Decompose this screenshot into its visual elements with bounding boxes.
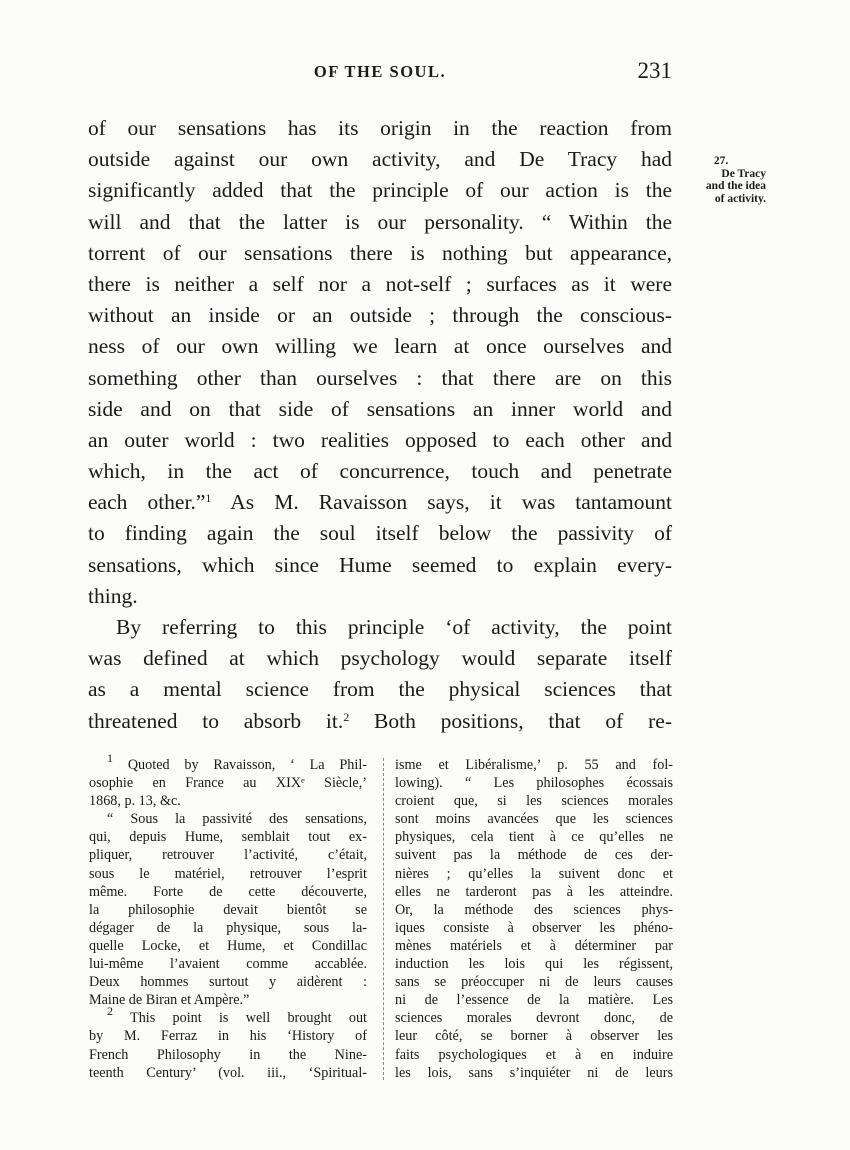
body-line <box>88 550 672 581</box>
body-line <box>88 706 672 737</box>
text-run: thing. <box>88 583 138 608</box>
footnote-line <box>89 973 367 991</box>
text-run: significantly added that the principle of our action is the <box>88 178 672 203</box>
body-line <box>88 425 672 456</box>
text-run: torrent of our sensations there is nothing but appearance, <box>88 240 672 265</box>
footnote-line <box>89 1046 367 1064</box>
text-run: lui-même l’avaient comme accablée. <box>89 956 367 973</box>
body-line <box>88 207 672 238</box>
body-line <box>88 331 672 362</box>
text-run: sensations, which since Hume seemed to explain every- <box>88 552 672 577</box>
text-run: will and that the latter is our personality. “ Within the <box>88 209 672 234</box>
footnote-line <box>395 792 673 810</box>
margin-note <box>676 155 766 205</box>
footnote-line <box>89 846 367 864</box>
text-run: la philosophie devait bientôt se <box>89 901 367 918</box>
text-run: teenth Century’ (vol. iii., ‘Spiritual- <box>89 1064 367 1081</box>
footnotes-left-column <box>89 751 367 1082</box>
footnote-reference: 2 <box>343 709 350 724</box>
text-run: pliquer, retrouver l’activité, c’était, <box>89 847 367 864</box>
footnote-line <box>89 1027 367 1045</box>
text-run: each other.” <box>88 490 206 515</box>
text-run: sous le matériel, retrouver l’esprit <box>89 865 367 882</box>
footnote-line <box>395 901 673 919</box>
body-line <box>88 518 672 549</box>
text-run: French Philosophy in the Nine- <box>89 1046 367 1063</box>
body-line <box>88 144 672 175</box>
text-run: Both positions, that of re- <box>349 708 672 733</box>
text-run: sciences morales devront donc, de <box>395 1010 673 1027</box>
body-line <box>88 674 672 705</box>
footnote-line <box>89 1064 367 1082</box>
footnote-line <box>395 991 673 1009</box>
text-run: dégager de la physique, sous la- <box>89 919 367 936</box>
body-text <box>88 113 672 737</box>
text-run: This point is well brought out <box>113 1010 367 1027</box>
body-line <box>88 238 672 269</box>
body-line <box>88 612 672 643</box>
footnote-line <box>395 1027 673 1045</box>
footnote-line <box>395 810 673 828</box>
body-line <box>88 581 672 612</box>
footnote-line <box>395 846 673 864</box>
text-run: leur côté, se borner à observer les <box>395 1028 673 1045</box>
text-run: même. Forte de cette découverte, <box>89 883 367 900</box>
body-line <box>88 643 672 674</box>
text-run: osophie en France au XIXᵉ Siècle,’ <box>89 775 367 792</box>
text-run: “ Sous la passivité des sensations, <box>107 811 367 828</box>
text-run: Maine de Biran et Ampère.” <box>89 992 250 1009</box>
text-run: Or, la méthode des sciences phys- <box>395 901 673 918</box>
body-line <box>88 269 672 300</box>
text-run: nières ; qu’elles la suivent donc et <box>395 865 673 882</box>
text-run: there is neither a self nor a not-self ; surfaces as it were <box>88 271 672 296</box>
text-run: side and on that side of sensations an inner world and <box>88 396 672 421</box>
footnote-reference: 1 <box>205 491 212 506</box>
running-title: OF THE SOUL. <box>313 62 447 81</box>
text-run: suivent pas la méthode de ces der- <box>395 847 673 864</box>
margin-note-number: 27. <box>713 155 729 167</box>
footnote-line <box>89 883 367 901</box>
footnote-line <box>395 756 673 774</box>
text-run: physiques, cela tient à ce qu’elles ne <box>395 829 673 846</box>
text-run: faits psychologiques et à en induire <box>395 1046 673 1063</box>
text-run: lowing). “ Les philosophes écossais <box>395 775 673 792</box>
footnote-line <box>395 919 673 937</box>
text-run: quelle Locke, et Hume, et Condillac <box>89 937 367 954</box>
text-run: an outer world : two realities opposed to each other and <box>88 427 672 452</box>
text-run: as a mental science from the physical sciences that <box>88 677 672 702</box>
text-run: was defined at which psychology would separate itself <box>88 646 672 671</box>
footnote-line <box>395 937 673 955</box>
text-run: sont moins avancées que les sciences <box>395 811 673 828</box>
footnote-line <box>395 1064 673 1082</box>
footnote-line <box>89 901 367 919</box>
text-run: of our sensations has its origin in the reaction from <box>88 116 672 140</box>
column-divider <box>383 758 384 1080</box>
page-number: 231 <box>637 58 672 83</box>
footnote-line <box>89 774 367 792</box>
footnote-line <box>89 1004 367 1027</box>
text-run: mènes matériels et à déterminer par <box>395 937 673 954</box>
text-run: which, in the act of concurrence, touch and penetrate <box>88 459 672 484</box>
text-run: something other than ourselves : that there are on this <box>88 365 672 390</box>
text-run: les lois, sans s’inquiéter ni de leurs <box>395 1064 673 1081</box>
text-run: 1868, p. 13, &c. <box>89 793 181 810</box>
text-run: induction les lois qui les régissent, <box>395 956 673 973</box>
footnote-marker: 2 <box>107 1004 113 1019</box>
body-line <box>88 487 672 518</box>
footnote-line <box>89 810 367 828</box>
footnote-line <box>395 883 673 901</box>
footnote-line <box>395 973 673 991</box>
footnote-line <box>395 865 673 883</box>
footnote-line <box>89 792 367 810</box>
text-run: sans se préoccuper ni de leurs causes <box>395 974 673 991</box>
body-line <box>88 175 672 206</box>
text-run: ni de l’essence de la matière. Les <box>395 992 673 1009</box>
text-run: By referring to this principle ‘of activity, the point <box>116 615 672 639</box>
margin-note-line: De Tracy <box>721 167 766 180</box>
footnotes-right-column <box>395 756 673 1082</box>
body-line <box>88 394 672 425</box>
text-run: iques consiste à observer les phéno- <box>395 919 673 936</box>
text-run: isme et Libéralisme,’ p. 55 and fol- <box>395 757 673 773</box>
footnote-line <box>89 865 367 883</box>
footnote-line <box>395 1046 673 1064</box>
footnote-line <box>395 828 673 846</box>
footnote-marker: 1 <box>107 751 113 765</box>
margin-note-line: and the idea <box>705 180 766 192</box>
text-run: elles ne tarderont pas à les atteindre. <box>395 883 673 900</box>
text-run: qui, depuis Hume, semblait tout ex- <box>89 829 367 846</box>
text-run: croient que, si les sciences morales <box>395 793 673 810</box>
body-line <box>88 456 672 487</box>
running-head <box>88 58 672 88</box>
footnote-line <box>395 1009 673 1027</box>
text-run: threatened to absorb it. <box>88 708 344 733</box>
text-run: to finding again the soul itself below the passivity of <box>88 521 672 546</box>
text-run: without an inside or an outside ; through the conscious- <box>88 303 672 328</box>
text-run: outside against our own activity, and De Tracy had <box>88 147 672 172</box>
footnote-line <box>395 774 673 792</box>
footnote-line <box>89 955 367 973</box>
margin-note-line: of activity. <box>714 192 766 205</box>
footnote-line <box>395 955 673 973</box>
footnote-line <box>89 937 367 955</box>
footnote-line <box>89 828 367 846</box>
body-line <box>88 113 672 144</box>
body-line <box>88 300 672 331</box>
text-run: As M. Ravaisson says, it was tantamount <box>211 490 672 515</box>
footnote-line <box>89 751 367 774</box>
text-run: ness of our own willing we learn at once ourselves and <box>88 334 672 359</box>
body-line <box>88 363 672 394</box>
footnote-line <box>89 991 367 1009</box>
text-run: Deux hommes surtout y aidèrent : <box>89 974 367 991</box>
text-run: Quoted by Ravaisson, ‘ La Phil- <box>113 757 367 773</box>
text-run: by M. Ferraz in his ‘History of <box>89 1028 367 1045</box>
footnote-line <box>89 919 367 937</box>
